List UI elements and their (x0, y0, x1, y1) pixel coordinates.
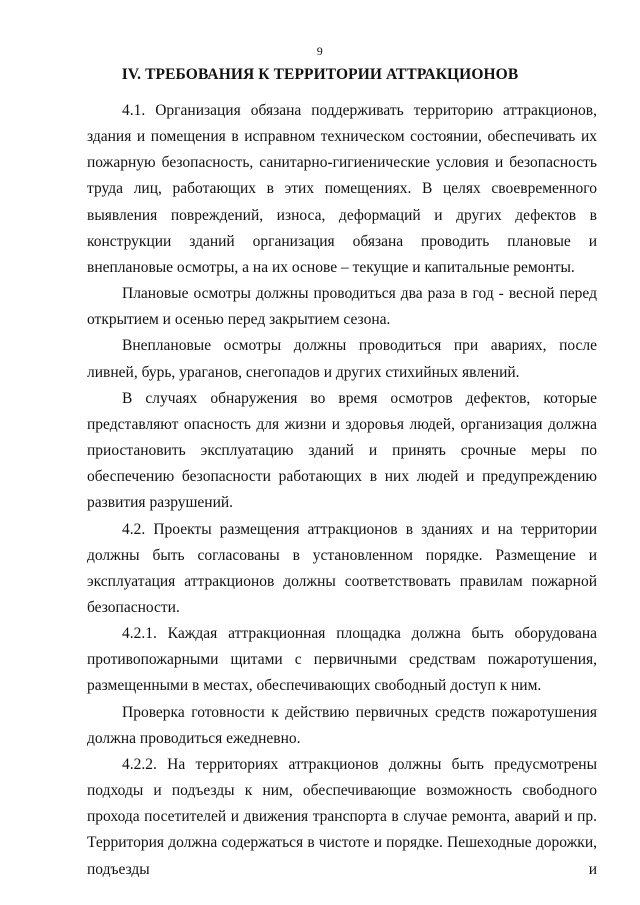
paragraph-daily-check: Проверка готовности к действию первичных средств пожаротушения должна проводиться ежедневно. (87, 703, 597, 747)
paragraph-unplanned-inspections: Внеплановые осмотры должны проводиться при авариях, после ливней, бурь, ураганов, снегопадов и других стихийных явлений. (87, 337, 597, 381)
paragraph-planned-inspections: Плановые осмотры должны проводиться два раза в год - весной перед открытием и осенью перед закрытием сезона. (87, 285, 597, 329)
paragraph-defects-found: В случаях обнаружения во время осмотров дефектов, которые представляют опасность для жизни и здоровья людей, организация должна приостановить эксплуатацию зданий и принять срочные меры по обеспечению безопасности работающих в них людей и предупреждению развития разрушений. (87, 389, 597, 512)
page-number: 9 (316, 44, 324, 58)
paragraph-4-2: 4.2. Проекты размещения аттракционов в зданиях и на территории должны быть согласованы в установленном порядке. Размещение и эксплуатация аттракционов должны соответствовать правилам пожарной безопасности. (87, 520, 597, 616)
body-text (87, 98, 597, 883)
paragraph-4-2-2: 4.2.2. На территориях аттракционов должны быть предусмотрены подходы и подъезды к ним, обеспечивающие возможность свободного прохода посетителей и движения транспорта в случае ремонта, аварий и пр. Территория должна содержаться в чистоте и порядке. Пешеходные дорожки, подъезды и (87, 755, 597, 878)
paragraph-4-2-1: 4.2.1. Каждая аттракционная площадка должна быть оборудована противопожарными щитами с первичными средствам пожаротушения, размещенными в местах, обеспечивающих свободный доступ к ним. (87, 625, 597, 695)
section-heading: IV. ТРЕБОВАНИЯ К ТЕРРИТОРИИ АТТРАКЦИОНОВ (121, 66, 519, 83)
paragraph-4-1: 4.1. Организация обязана поддерживать территорию аттракционов, здания и помещения в исправном техническом состоянии, обеспечивать их пожарную безопасность, санитарно-гигиенические условия и безопасность труда лиц, работающих в этих помещениях. В целях своевременного выявления повреждений, износа, деформаций и других дефектов в конструкции зданий организация обязана проводить плановые и внеплановые осмотры, а на их основе – текущие и капитальные ремонты. (87, 102, 597, 276)
